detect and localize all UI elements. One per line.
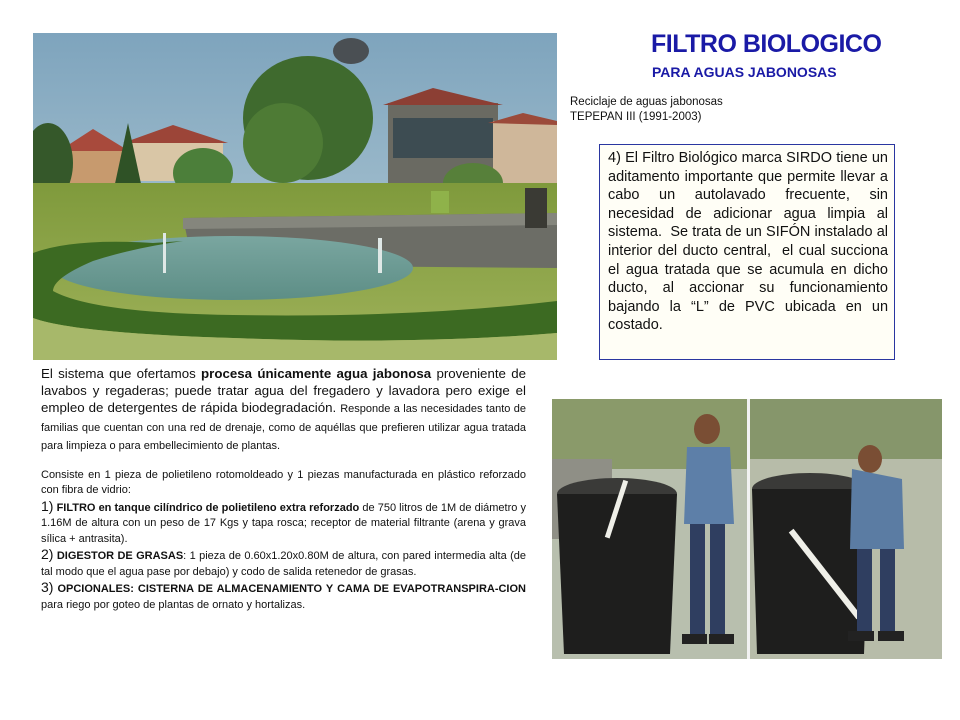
composition-paragraph: Consiste en 1 pieza de polietileno rotomoldeado y 1 piezas manufacturada en plástico reforzado con fibra de vidrio: [41, 468, 526, 496]
project-location-years: TEPEPAN III (1991-2003) [570, 111, 702, 123]
project-description: Reciclaje de aguas jabonosas [570, 96, 723, 108]
item-3-text: para riego por goteo de plantas de ornato y hortalizas. [41, 598, 306, 611]
system-description [41, 365, 526, 613]
document-title: FILTRO BIOLOGICO [651, 30, 882, 58]
callout-text-3: el cual succiona el agua tratada que se acumula en dicho ducto, al accionar su funcionamiento bajando la [608, 242, 889, 315]
project-info [570, 95, 723, 125]
siphon-operation-photo [552, 399, 942, 659]
item-2-number: 2) [41, 546, 54, 562]
document-subtitle: PARA AGUAS JABONOSAS [652, 64, 837, 80]
siphon-callout-box [599, 144, 895, 360]
callout-text-2: Se trata de un SIFÓN instalado al interior del ducto central, [608, 224, 888, 259]
item-1-text: de 750 litros de 1M de diámetro y 1.16M de altura con un peso de 17 Kgs y tapa rosca; receptor de material filtrante (arena y grava sílica + antrasita). [41, 501, 526, 545]
item-3-number: 3) [41, 579, 54, 595]
item-2-text: : 1 pieza de 0.60x1.20x0.80M de altura, con pared intermedia alta (de tal modo que el agua pase por debajo) y codo de salida retenedor de grasas. [41, 550, 526, 578]
garden-fountain-illustration [33, 33, 557, 360]
item-3 [41, 580, 526, 613]
item-2-title: DIGESTOR DE GRASAS [56, 550, 184, 562]
item-2 [41, 547, 526, 580]
intro-text-bold: procesa únicamente agua jabonosa [201, 366, 432, 381]
garden-fountain-photo [33, 33, 557, 360]
item-1-number: 1) [41, 497, 54, 514]
intro-text-d: Responde a las necesidades tanto de familias que cuentan con una red de drenaje, como de aquéllas que prefieren utilizar agua tratada para limpieza o para embellecimiento de plantas. [41, 403, 527, 452]
item-1-title: FILTRO en tanque cilíndrico de polietileno extra reforzado [56, 501, 360, 514]
intro-paragraph [41, 365, 526, 455]
callout-text-4: “L” [691, 298, 709, 315]
callout-text-1: 4) El Filtro Biológico marca SIRDO tiene un aditamento importante que permite llevar a cabo un autolavado frecuente, sin necesidad de adicionar agua limpia al sistema. [608, 150, 888, 241]
intro-text-a: El sistema que ofertamos [41, 366, 196, 381]
intro-text-c: proveniente de lavabos y regaderas; puede tratar agua del fregadero y lavadora pero exige el empleo de detergentes de rápida biodegradación. [41, 366, 526, 415]
siphon-operation-illustration [552, 399, 942, 659]
item-3-title: OPCIONALES: CISTERNA DE ALMACENAMIENTO Y CAMA DE EVAPOTRANSPIRA-CION [57, 583, 526, 595]
callout-text-5: de PVC ubicada en un costado. [608, 298, 889, 334]
item-1 [41, 499, 526, 548]
